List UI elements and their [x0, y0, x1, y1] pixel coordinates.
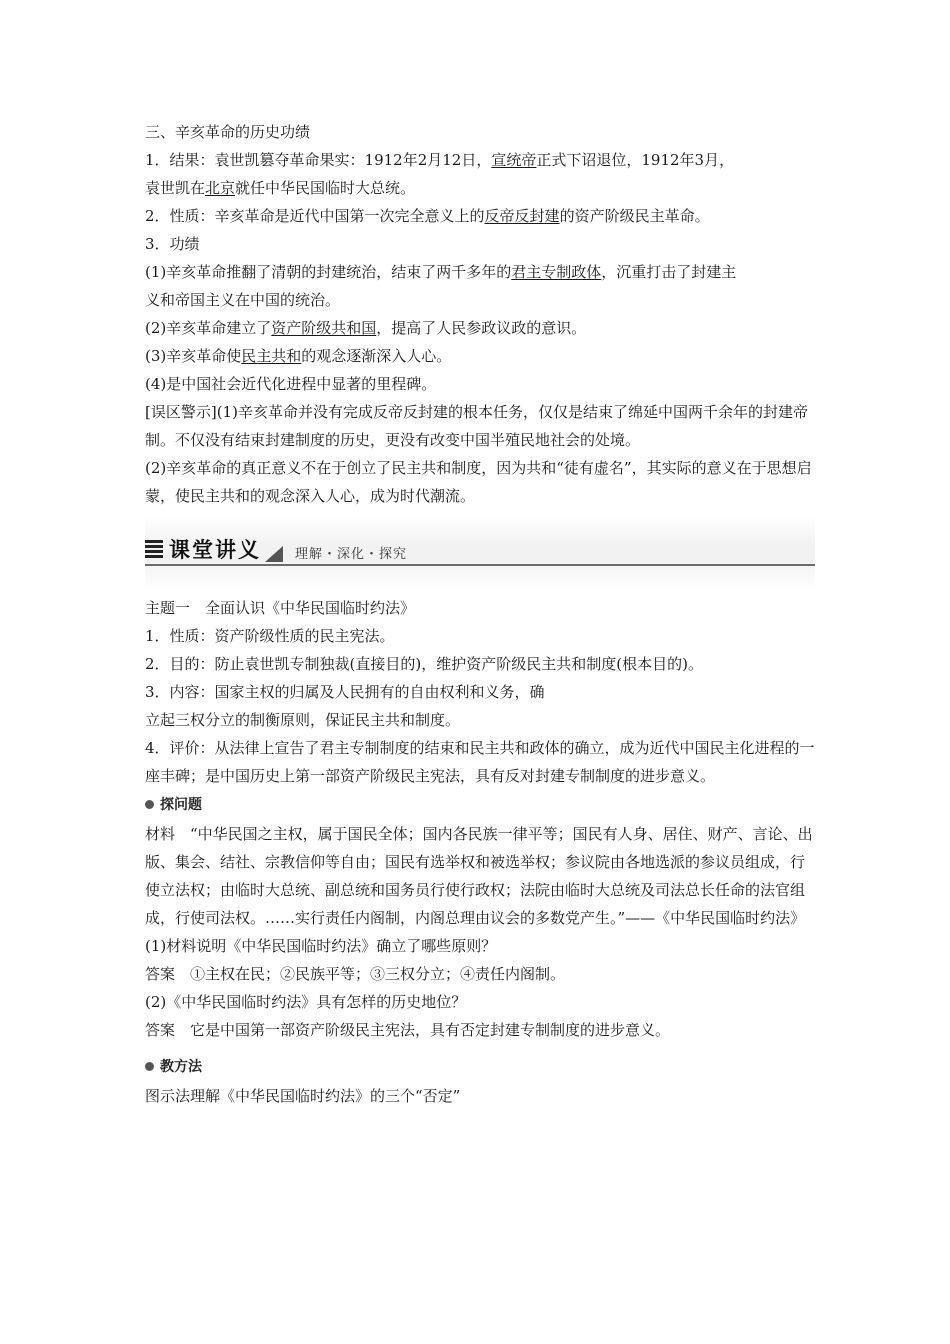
nature-line: 2．性质：辛亥革命是近代中国第一次完全意义上的反帝反封建的资产阶级民主革命。 [145, 207, 710, 225]
merit-2: (2)辛亥革命建立了资产阶级共和国，提高了人民参政议政的意识。 [145, 319, 587, 337]
topic-nature: 1．性质：资产阶级性质的民主宪法。 [145, 627, 395, 645]
question-2: (2)《中华民国临时约法》具有怎样的历史地位？ [145, 993, 467, 1011]
warning-2: (2)辛亥革命的真正意义不在于创立了民主共和制度，因为共和“徒有虚名”，其实际的意义在于思想启蒙，使民主共和的观念深入人心，成为时代潮流。 [145, 459, 812, 505]
merit-title: 3．功绩 [145, 235, 200, 253]
material-text: 材料 “中华民国之主权，属于国民全体；国内各民族一律平等；国民有人身、居住、财产、言论、出版、集会、结社、宗教信仰等自由；国民有选举权和被选举权；参议院由各地选派的参议员组成，行使立法权；由临时大总统、副总统和国务员行使行政权；法院由临时大总统及司法总长任命的法官组成，行使司法权。……实行责任内阁制，内阁总理由议会的多数党产生。”——《中华民国临时约法》 [145, 825, 813, 927]
bullet-dot-icon [145, 800, 154, 809]
topic-content-2: 立起三权分立的制衡原则，保证民主共和制度。 [145, 711, 461, 729]
topic-evaluation: 4．评价：从法律上宣告了君主专制制度的结束和民主共和政体的确立，成为近代中国民主化进程的一座丰碑；是中国历史上第一部资产阶级民主宪法，具有反对封建专制制度的进步意义。 [145, 739, 815, 785]
triangle-icon [265, 546, 283, 562]
answer-2: 答案 它是中国第一部资产阶级民主宪法，具有否定封建专制制度的进步意义。 [145, 1021, 671, 1039]
banner-title: 课堂讲义 [169, 538, 261, 562]
underline-term: 宣统帝 [491, 151, 537, 169]
warning-1: [误区警示](1)辛亥革命并没有完成反帝反封建的根本任务，仅仅是结束了绵延中国两千余年的封建帝制。不仅没有结束封建制度的历史，更没有改变中国半殖民地社会的处境。 [145, 403, 808, 449]
merit-4: (4)是中国社会近代化进程中显著的里程碑。 [145, 375, 437, 393]
section-heading: 三、辛亥革命的历史功绩 [145, 123, 311, 141]
underline-term: 反帝反封建 [484, 207, 560, 225]
merit-3: (3)辛亥革命使民主共和的观念逐渐深入人心。 [145, 347, 452, 365]
method-label: 教方法 [145, 1052, 815, 1082]
question-1: (1)材料说明《中华民国临时约法》确立了哪些原则？ [145, 937, 497, 955]
underline-term: 北京 [205, 179, 236, 197]
content-column [145, 118, 815, 1110]
underline-term: 民主共和 [241, 347, 302, 365]
banner-rule [145, 564, 815, 566]
result-line-1: 1．结果：袁世凯篡夺革命果实：1912年2月12日，宣统帝正式下诏退位，1912年3月， [145, 151, 735, 169]
answer-1: 答案 ①主权在民；②民族平等；③三权分立；④责任内阁制。 [145, 965, 566, 983]
merit-1-line-1: (1)辛亥革命推翻了清朝的封建统治，结束了两千多年的君主专制政体，沉重打击了封建主 [145, 263, 737, 281]
stripes-icon [145, 540, 163, 560]
topic-heading: 主题一 全面认识《中华民国临时约法》 [145, 599, 416, 617]
topic-content-1: 3．内容：国家主权的归属及人民拥有的自由权利和义务，确 [145, 683, 545, 701]
explore-label: 探问题 [145, 790, 815, 820]
topic-purpose: 2．目的：防止袁世凯专制独裁(直接目的)，维护资产阶级民主共和制度(根本目的)。 [145, 655, 703, 673]
result-line-2: 袁世凯在北京就任中华民国临时大总统。 [145, 179, 416, 197]
section-banner [145, 516, 815, 590]
underline-term: 资产阶级共和国 [271, 319, 377, 337]
banner-subtitle: 理解・深化・探究 [295, 547, 408, 562]
merit-1-line-2: 义和帝国主义在中国的统治。 [145, 291, 341, 309]
method-text: 图示法理解《中华民国临时约法》的三个“否定” [145, 1087, 461, 1105]
underline-term: 君主专制政体 [511, 263, 602, 281]
bullet-dot-icon [145, 1062, 154, 1071]
